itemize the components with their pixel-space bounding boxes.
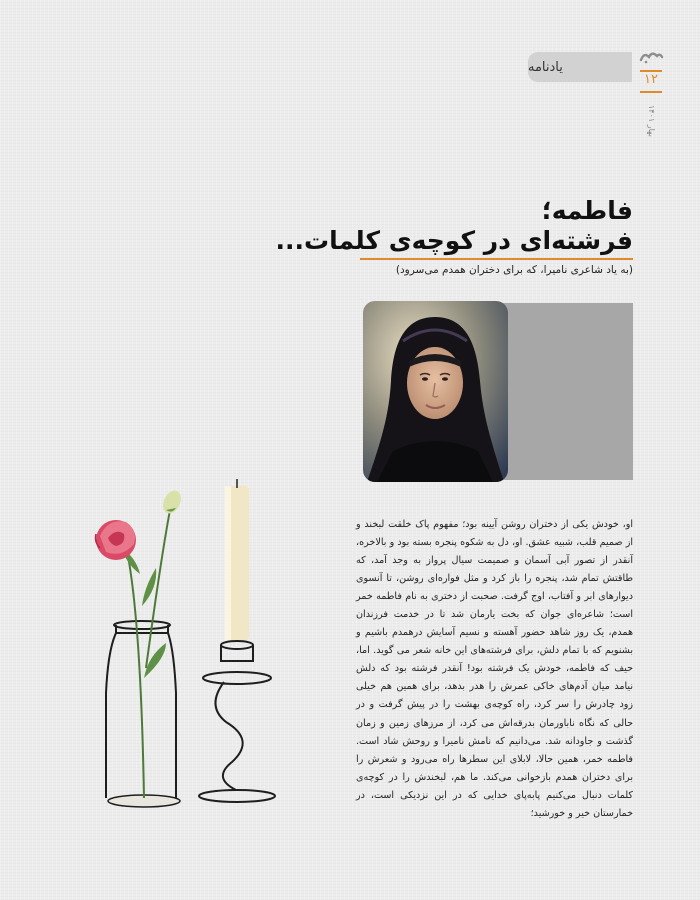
page-number: ۱۲ — [644, 72, 658, 87]
title-underline — [360, 258, 633, 260]
wire-candle-holder-icon — [199, 641, 275, 802]
article-title-line1: فاطمه؛ — [541, 196, 633, 225]
flower-bud-icon — [160, 488, 185, 517]
article-title-line2: فرشته‌ای در کوچه‌ی کلمات... — [275, 226, 633, 255]
flower-stem-icon — [128, 510, 170, 798]
article-subtitle: (به یاد شاعری نامیرا، که برای دختران همدم می‌سرود) — [395, 264, 633, 276]
article-title — [275, 196, 633, 256]
section-label: یادنامه — [528, 59, 563, 75]
magazine-logo-icon — [638, 48, 664, 66]
leaf-icon — [122, 548, 166, 678]
issue-date: بهار ۱۴۰۱ — [647, 105, 656, 137]
portrait-photo — [363, 301, 508, 482]
article-body — [356, 516, 633, 823]
candle-icon — [225, 479, 249, 641]
section-tab — [528, 52, 632, 82]
rose-icon — [96, 520, 137, 560]
flower-vase-and-candle-illustration — [86, 478, 286, 818]
article-body-paragraph: او، خودش یکی از دختران روشن آیینه بود؛ مفهوم پاک خلقت لبخند و از صمیم قلب، شبیه عشق. او، دل به شکوه پنجره بسته بود و بالاخره، آنقدر از تصور آبی آسمان و صمیمت سیال پرواز به وجد آمد، که طاقتش تمام شد، پنجره را باز کرد و مثل فواره‌ای روشن، تا آنسوی دیوارهای ابر و آفتاب، اوج گرفت. صحبت از دختری به نام فاطمه خمر است؛ شاعره‌ای جوان که بخت یارمان شد تا در خدمت فرزندان همدم، یک روز شاهد حضور آهسته و نسیم آسایش درهمدم باشیم و بشنویم که با تمام دلش، برای فرشته‌های این خانه شعر می گوید. اما، حیف که فاطمه، خودش یک فرشته بود! آنقدر فرشته بود که دلش نیامد میان آدم‌های خاکی عمرش را هدر بدهد، برای همین هم خیلی زود چادرش را سر کرد، راه کوچه‌ی بهشت را در پیش گرفت و در حالی که نگاه ناباورمان بدرقه‌اش می کرد، از مرزهای زمین و زمان گذشت و جاودانه شد. می‌دانیم که نامش نامیرا و روحش شاد است. فاطمه خمر، همین حالا، لابلای این سطرها راه می‌رود و شعرش را برای دختران همدم بازخوانی می‌کند. ما هم، لبخندش را در کوچه‌ی کلمات دنبال می‌کنیم پابه‌پای خدایی که در این نزدیکی است، در خمارستان خیر و خورشید؛ — [356, 519, 633, 819]
page-number-rule-bottom — [640, 91, 662, 93]
